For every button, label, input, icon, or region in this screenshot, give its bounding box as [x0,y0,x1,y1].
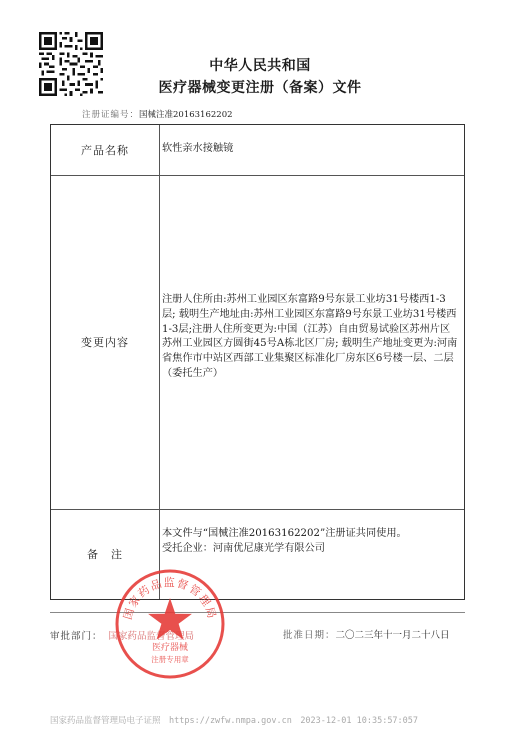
signature-divider [50,612,465,613]
registration-number-value: 国械注准20163162202 [139,110,233,120]
seal-inner-line1: 医疗器械 [151,643,189,653]
approval-date-value: 二〇二三年十一月二十八日 [335,630,450,641]
approval-department-label: 审批部门： [50,631,103,642]
seal-inner-line2: 注册专用章 [151,655,189,664]
change-table [50,124,465,600]
table-row-product-name [51,125,464,176]
product-name-value: 软性亲水接触镜 [162,143,234,154]
approval-date-label: 批准日期： [283,630,336,641]
table-row-remarks [51,509,464,599]
e-license-footer: 国家药品监督管理局电子证照 https://zwfw.nmpa.gov.cn 2023-12-01 10:35:57:057 [50,716,419,726]
document-title-line1: 中华人民共和国 [209,58,311,74]
change-content-label: 变更内容 [81,336,129,349]
product-name-label: 产品名称 [81,144,129,157]
remarks-label: 备 注 [87,548,123,561]
remarks-value-line1: 本文件与“国械注准20163162202”注册证共同使用。 [162,528,407,539]
table-row-change-content [51,175,464,510]
remarks-value-line2: 受托企业：河南优尼康光学有限公司 [162,543,325,554]
registration-number [82,108,233,120]
seal-ring-text: 国家药品监督管理局 [121,576,219,622]
official-seal-stamp [114,568,226,680]
registration-number-label: 注册证编号： [82,110,140,120]
approval-department-value: 国家药品监督管理局 [108,631,195,642]
change-content-value: 注册人住所由:苏州工业园区东富路9号东景工业坊31号楼西1-3层; 载明生产地址由:苏州工业园区东富路9号东景工业坊31号楼西1-3层;注册人住所变更为:中国（江苏）自由贸易试验区苏州片区苏州工业园区方圆街45号A栋北区厂房; 载明生产地址变更为:河南省焦作市中站区西部工业集聚区标准化厂房东区6号楼一层、二层（委托生产） [162,294,458,379]
approval-date [283,627,450,641]
document-title-line2: 医疗器械变更注册（备案）文件 [158,80,362,96]
